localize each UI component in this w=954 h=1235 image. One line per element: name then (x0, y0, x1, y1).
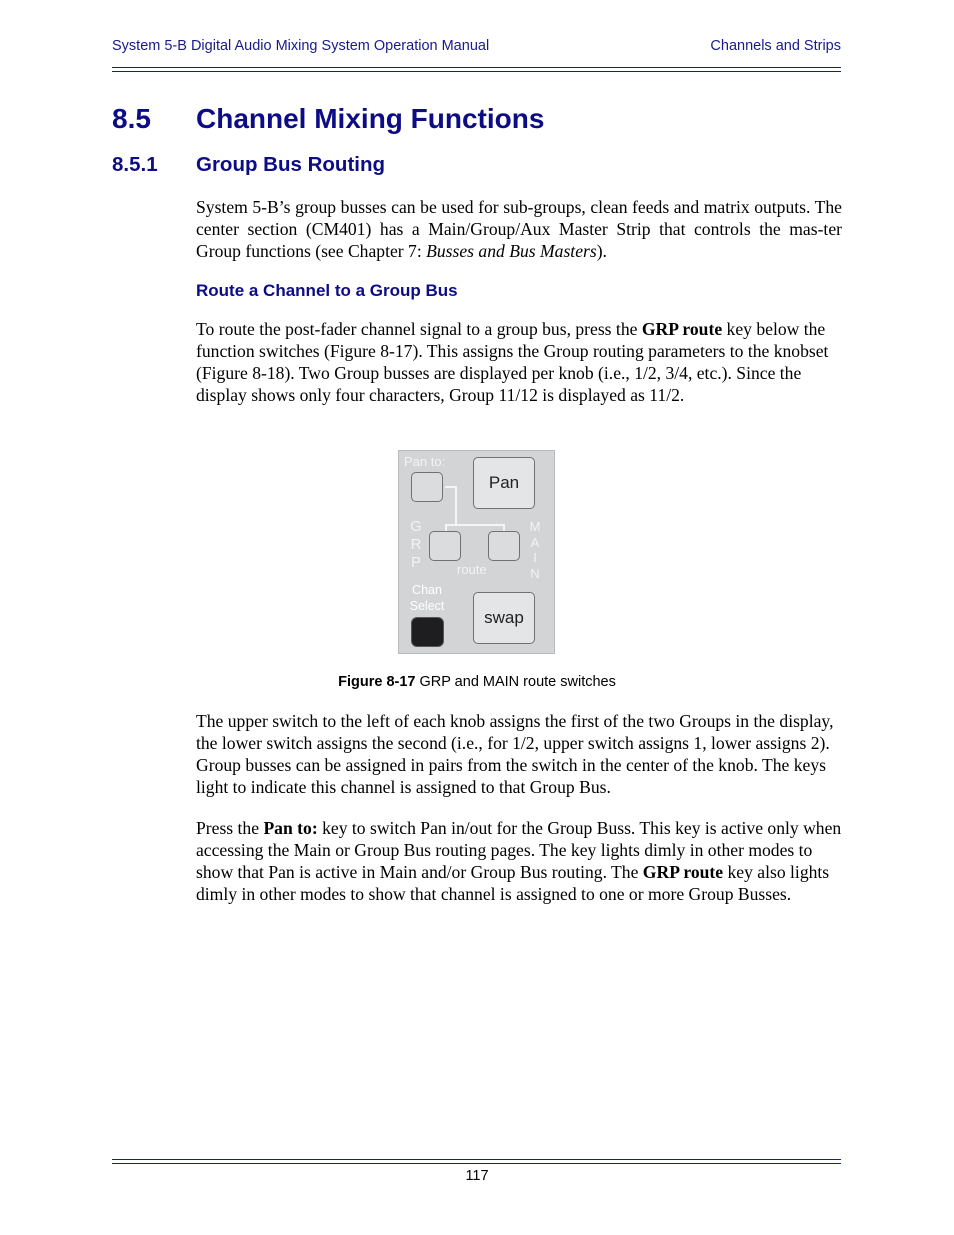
grp-route-term-2: GRP route (642, 862, 724, 882)
subsection-title: Group Bus Routing (196, 153, 386, 176)
section-number: 8.5 (112, 103, 151, 134)
grp-route-key[interactable] (429, 531, 461, 561)
pan-to-term: Pan to: (263, 818, 318, 838)
pan-key[interactable]: Pan (473, 457, 535, 509)
pan-to-paragraph: Press the Pan to: key to switch Pan in/out for the Group Buss. This key is active only when accessing the Main or Group Bus routing pages. The key lights dimly in other modes to show that Pan is active in Main and/or Group Bus routing. The GRP route key also lights dimly in other modes to show that channel is assigned to one or more Group Busses. (196, 818, 842, 904)
wire-horizontal (445, 524, 505, 526)
section-title: Channel Mixing Functions (196, 103, 545, 134)
route-label: route (457, 562, 487, 577)
swap-key[interactable]: swap (473, 592, 535, 644)
route-switch-panel-figure (398, 450, 555, 654)
wire-pan-vertical (455, 486, 457, 526)
subsection-number: 8.5.1 (112, 153, 158, 176)
pan-to-key[interactable] (411, 472, 443, 502)
running-header-title: System 5-B Digital Audio Mixing System Operation Manual (112, 38, 490, 54)
main-vertical-label: M A I N (529, 519, 541, 581)
figure-caption-label: Figure 8-17 (338, 674, 416, 690)
chapter-reference: Busses and Bus Masters (426, 241, 597, 261)
figure-caption: Figure 8-17 GRP and MAIN route switches (338, 674, 616, 690)
running-header-chapter: Channels and Strips (710, 38, 841, 54)
switch-assignment-paragraph: The upper switch to the left of each knob assigns the first of the two Groups in the display, the lower switch assigns the second (i.e., for 1/2, upper switch assigns 1, lower assigns 2). Group busses can be assigned in pairs from the switch in the center of the knob. The keys light to indicate this channel is assigned to that Group Bus. (196, 711, 834, 797)
intro-paragraph: System 5-B’s group busses can be used for sub-groups, clean feeds and matrix outputs. The center section (CM401) has a Main/Group/Aux Master Strip that controls the mas-ter Group functions (see Chapter 7: Busses and Bus Masters). (196, 197, 842, 261)
route-paragraph: To route the post-fader channel signal to a group bus, press the GRP route key below the function switches (Figure 8-17). This assigns the Group routing parameters to the knobset (Figure 8-18). Two Group busses are displayed per knob (i.e., 1/2, 3/4, etc.). Since the display shows only four characters, Group 11/12 is displayed as 11/2. (196, 319, 829, 405)
main-route-key[interactable] (488, 531, 520, 561)
grp-route-term: GRP route (641, 319, 723, 339)
footer-rule-top (112, 1159, 841, 1160)
header-rule-bottom (112, 71, 841, 72)
header-rule-top (112, 67, 841, 68)
pan-to-label: Pan to: (404, 454, 446, 469)
procedure-heading: Route a Channel to a Group Bus (196, 281, 458, 300)
chan-select-label: Chan Select (409, 583, 445, 613)
chan-select-key[interactable] (411, 617, 444, 647)
page-number: 117 (465, 1168, 489, 1184)
footer-rule-bottom (112, 1163, 841, 1164)
grp-vertical-label: G R P (410, 518, 422, 571)
